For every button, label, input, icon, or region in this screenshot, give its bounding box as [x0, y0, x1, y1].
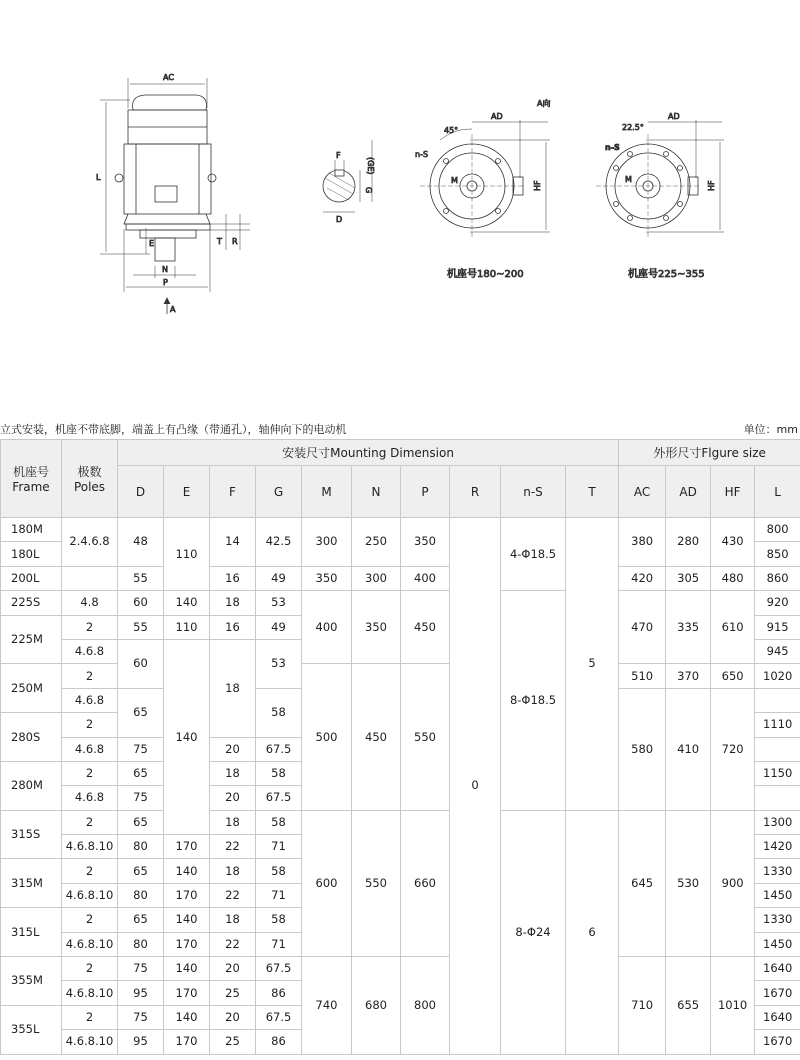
col-l: L	[755, 466, 800, 518]
cell-g: 71	[256, 932, 302, 956]
cell-d: 65	[118, 810, 164, 834]
cell-l: 945	[755, 639, 800, 663]
cell-l: 800	[755, 518, 800, 542]
cell-ad: 530	[666, 810, 711, 956]
cell-e: 170	[164, 883, 210, 907]
cell-poles: 2	[62, 713, 118, 737]
cell-frame: 355L	[1, 1005, 62, 1054]
cell-n: 250	[352, 518, 401, 567]
cell-g: 71	[256, 883, 302, 907]
cell-ac: 470	[619, 591, 666, 664]
label-a-view: A向	[537, 99, 551, 108]
cell-d: 65	[118, 761, 164, 785]
cell-frame: 315L	[1, 908, 62, 957]
cell-g: 58	[256, 761, 302, 785]
cell-l: 1640	[755, 957, 800, 981]
label-t: T	[217, 237, 222, 246]
cell-e: 110	[164, 518, 210, 591]
mounting-note: 立式安装，机座不带底脚，端盖上有凸缘（带通孔），轴伸向下的电动机	[0, 423, 347, 436]
cell-f: 16	[210, 615, 256, 639]
cell-p: 550	[401, 664, 450, 810]
cell-e: 170	[164, 932, 210, 956]
cell-g: 71	[256, 835, 302, 859]
cell-e: 170	[164, 1030, 210, 1054]
cell-n: 350	[352, 591, 401, 664]
cell-p: 800	[401, 957, 450, 1055]
cell-frame: 225M	[1, 615, 62, 664]
cell-f: 22	[210, 835, 256, 859]
col-ac: AC	[619, 466, 666, 518]
cell-ad: 410	[666, 688, 711, 810]
cell-f: 14	[210, 518, 256, 567]
col-n: N	[352, 466, 401, 518]
table-row	[1, 591, 800, 615]
label-225: 22.5°	[622, 123, 644, 132]
cell-e: 140	[164, 859, 210, 883]
label-ad-large: AD	[668, 112, 680, 121]
label-hf-large: HF	[707, 180, 716, 191]
cell-f: 18	[210, 639, 256, 737]
cell-ns: 8-Φ18.5	[501, 591, 566, 811]
cell-l: 1670	[755, 1030, 800, 1054]
label-ad: AD	[491, 112, 503, 121]
dimension-table	[0, 439, 800, 1055]
cell-e: 140	[164, 957, 210, 981]
cell-d: 65	[118, 908, 164, 932]
label-45: 45°	[444, 126, 459, 135]
cell-g: 67.5	[256, 1005, 302, 1029]
table-row	[1, 957, 800, 981]
col-d: D	[118, 466, 164, 518]
table-row	[1, 566, 800, 590]
cell-frame: 180M	[1, 518, 62, 542]
cell-e: 140	[164, 1005, 210, 1029]
header-figure: 外形尺寸Flgure size	[619, 440, 800, 466]
cell-poles: 2	[62, 957, 118, 981]
cell-n: 300	[352, 566, 401, 590]
cell-f: 20	[210, 786, 256, 810]
label-a: A	[170, 305, 176, 314]
cell-e: 140	[164, 591, 210, 615]
cell-d: 60	[118, 639, 164, 688]
label-r: R	[232, 237, 238, 246]
cell-d: 48	[118, 518, 164, 567]
cell-frame: 315S	[1, 810, 62, 859]
cell-g: 58	[256, 908, 302, 932]
cell-d: 95	[118, 981, 164, 1005]
cell-l: 1110	[755, 713, 800, 737]
cell-hf: 1010	[711, 957, 755, 1055]
cell-l: 1450	[755, 883, 800, 907]
cell-ac: 510	[619, 664, 666, 688]
cell-frame: 355M	[1, 957, 62, 1006]
label-m-large: M	[625, 175, 632, 184]
cell-hf: 720	[711, 688, 755, 810]
cell-g: 67.5	[256, 957, 302, 981]
cell-n: 450	[352, 664, 401, 810]
cell-l	[755, 737, 800, 761]
cell-d: 80	[118, 883, 164, 907]
cell-l	[755, 786, 800, 810]
cell-t: 5	[566, 518, 619, 811]
cell-hf: 900	[711, 810, 755, 956]
cell-d: 75	[118, 957, 164, 981]
header-mounting: 安装尺寸Mounting Dimension	[118, 440, 619, 466]
cell-e: 140	[164, 908, 210, 932]
label-ns: n-S	[415, 150, 429, 159]
label-n: N	[162, 265, 168, 274]
cell-hf: 480	[711, 566, 755, 590]
cell-d: 80	[118, 835, 164, 859]
cell-frame: 225S	[1, 591, 62, 615]
cell-hf: 650	[711, 664, 755, 688]
cell-poles: 4.8	[62, 591, 118, 615]
cell-l: 920	[755, 591, 800, 615]
cell-l: 1670	[755, 981, 800, 1005]
cell-poles: 2	[62, 908, 118, 932]
cell-m: 740	[302, 957, 352, 1055]
cell-p: 450	[401, 591, 450, 664]
cell-g: 86	[256, 1030, 302, 1054]
cell-f: 25	[210, 1030, 256, 1054]
cell-d: 75	[118, 737, 164, 761]
cell-poles: 2	[62, 1005, 118, 1029]
header-poles: 极数 Poles	[62, 440, 118, 518]
cell-p: 660	[401, 810, 450, 956]
cell-l	[755, 688, 800, 712]
col-g: G	[256, 466, 302, 518]
cell-poles: 2	[62, 859, 118, 883]
cell-m: 300	[302, 518, 352, 567]
cell-n: 550	[352, 810, 401, 956]
cell-l: 1330	[755, 908, 800, 932]
cell-d: 75	[118, 786, 164, 810]
cell-d: 55	[118, 566, 164, 590]
caption-large-frame: 机座号225~355	[628, 269, 705, 280]
label-p: P	[163, 278, 168, 287]
cell-l: 850	[755, 542, 800, 566]
cell-f: 18	[210, 761, 256, 785]
motor-side-view	[100, 78, 250, 314]
shaft-section	[323, 140, 372, 212]
cell-f: 18	[210, 810, 256, 834]
cell-poles: 4.6.8	[62, 786, 118, 810]
cell-poles: 4.6.8	[62, 639, 118, 663]
table-row	[1, 518, 800, 542]
cell-l: 1300	[755, 810, 800, 834]
cell-g: 53	[256, 639, 302, 688]
cell-f: 20	[210, 737, 256, 761]
cell-poles: 2.4.6.8	[62, 518, 118, 567]
label-hf: HF	[533, 180, 542, 191]
cell-ac: 380	[619, 518, 666, 567]
cell-ns: 4-Φ18.5	[501, 518, 566, 591]
col-ns: n-S	[501, 466, 566, 518]
cell-frame: 180L	[1, 542, 62, 566]
cell-d: 95	[118, 1030, 164, 1054]
label-m: M	[451, 176, 458, 185]
cell-d: 80	[118, 932, 164, 956]
cell-g: 67.5	[256, 786, 302, 810]
view-a-small	[420, 120, 550, 238]
cell-g: 58	[256, 810, 302, 834]
cell-ad: 655	[666, 957, 711, 1055]
cell-l: 915	[755, 615, 800, 639]
cell-t: 6	[566, 810, 619, 1054]
cell-poles: 4.6.8	[62, 737, 118, 761]
cell-g: 67.5	[256, 737, 302, 761]
col-p: P	[401, 466, 450, 518]
cell-ns: 8-Φ24	[501, 810, 566, 1054]
cell-m: 600	[302, 810, 352, 956]
cell-poles: 2	[62, 664, 118, 688]
label-ns-large: n-S	[605, 143, 620, 152]
cell-poles: 2	[62, 615, 118, 639]
cell-e: 110	[164, 615, 210, 639]
cell-g: 42.5	[256, 518, 302, 567]
caption-small-frame: 机座号180~200	[447, 269, 524, 280]
cell-ad: 280	[666, 518, 711, 567]
cell-poles: 4.6.8.10	[62, 835, 118, 859]
cell-f: 18	[210, 859, 256, 883]
unit-note: 单位：mm	[743, 423, 798, 436]
cell-ad: 305	[666, 566, 711, 590]
cell-r: 0	[450, 518, 501, 1055]
cell-ad: 370	[666, 664, 711, 688]
cell-g: 58	[256, 688, 302, 737]
cell-ac: 710	[619, 957, 666, 1055]
cell-hf: 430	[711, 518, 755, 567]
cell-p: 400	[401, 566, 450, 590]
cell-frame: 315M	[1, 859, 62, 908]
label-ac: AC	[163, 73, 174, 82]
cell-g: 49	[256, 566, 302, 590]
cell-f: 18	[210, 591, 256, 615]
col-hf: HF	[711, 466, 755, 518]
label-e: E	[149, 239, 155, 248]
cell-g: 49	[256, 615, 302, 639]
cell-g: 58	[256, 859, 302, 883]
cell-poles: 4.6.8.10	[62, 932, 118, 956]
cell-frame: 200L	[1, 566, 62, 590]
cell-f: 20	[210, 957, 256, 981]
label-g: G	[364, 187, 373, 194]
cell-ac: 580	[619, 688, 666, 810]
cell-l: 1450	[755, 932, 800, 956]
cell-e: 140	[164, 639, 210, 834]
cell-ac: 645	[619, 810, 666, 956]
cell-g: 53	[256, 591, 302, 615]
cell-frame: 280S	[1, 713, 62, 762]
cell-poles: 4.6.8.10	[62, 981, 118, 1005]
cell-d: 65	[118, 859, 164, 883]
cell-poles: 2	[62, 761, 118, 785]
cell-f: 22	[210, 883, 256, 907]
cell-e: 170	[164, 835, 210, 859]
cell-m: 500	[302, 664, 352, 810]
cell-poles: 4.6.8.10	[62, 883, 118, 907]
cell-f: 18	[210, 908, 256, 932]
label-f: F	[336, 151, 341, 160]
cell-d: 55	[118, 615, 164, 639]
view-a-large	[596, 120, 724, 238]
cell-f: 16	[210, 566, 256, 590]
col-ad: AD	[666, 466, 711, 518]
cell-e: 170	[164, 981, 210, 1005]
cell-d: 65	[118, 688, 164, 737]
col-f: F	[210, 466, 256, 518]
cell-l: 860	[755, 566, 800, 590]
cell-f: 20	[210, 1005, 256, 1029]
cell-p: 350	[401, 518, 450, 567]
cell-frame: 280M	[1, 761, 62, 810]
label-ge: (GE)	[366, 157, 375, 175]
cell-f: 25	[210, 981, 256, 1005]
cell-d: 60	[118, 591, 164, 615]
col-e: E	[164, 466, 210, 518]
cell-hf: 610	[711, 591, 755, 664]
col-m: M	[302, 466, 352, 518]
col-t: T	[566, 466, 619, 518]
cell-g: 86	[256, 981, 302, 1005]
cell-l: 1420	[755, 835, 800, 859]
cell-m: 350	[302, 566, 352, 590]
label-l: L	[96, 173, 101, 182]
table-row	[1, 810, 800, 834]
cell-poles	[62, 566, 118, 590]
cell-poles: 2	[62, 810, 118, 834]
cell-ad: 335	[666, 591, 711, 664]
cell-frame: 250M	[1, 664, 62, 713]
cell-m: 400	[302, 591, 352, 664]
cell-ac: 420	[619, 566, 666, 590]
cell-n: 680	[352, 957, 401, 1055]
cell-d: 75	[118, 1005, 164, 1029]
cell-l: 1150	[755, 761, 800, 785]
cell-l: 1640	[755, 1005, 800, 1029]
cell-l: 1020	[755, 664, 800, 688]
cell-f: 22	[210, 932, 256, 956]
cell-poles: 4.6.8.10	[62, 1030, 118, 1054]
col-r: R	[450, 466, 501, 518]
cell-l: 1330	[755, 859, 800, 883]
header-frame: 机座号 Frame	[1, 440, 62, 518]
cell-poles: 4.6.8	[62, 688, 118, 712]
label-d: D	[336, 215, 343, 224]
technical-drawings	[0, 0, 800, 420]
